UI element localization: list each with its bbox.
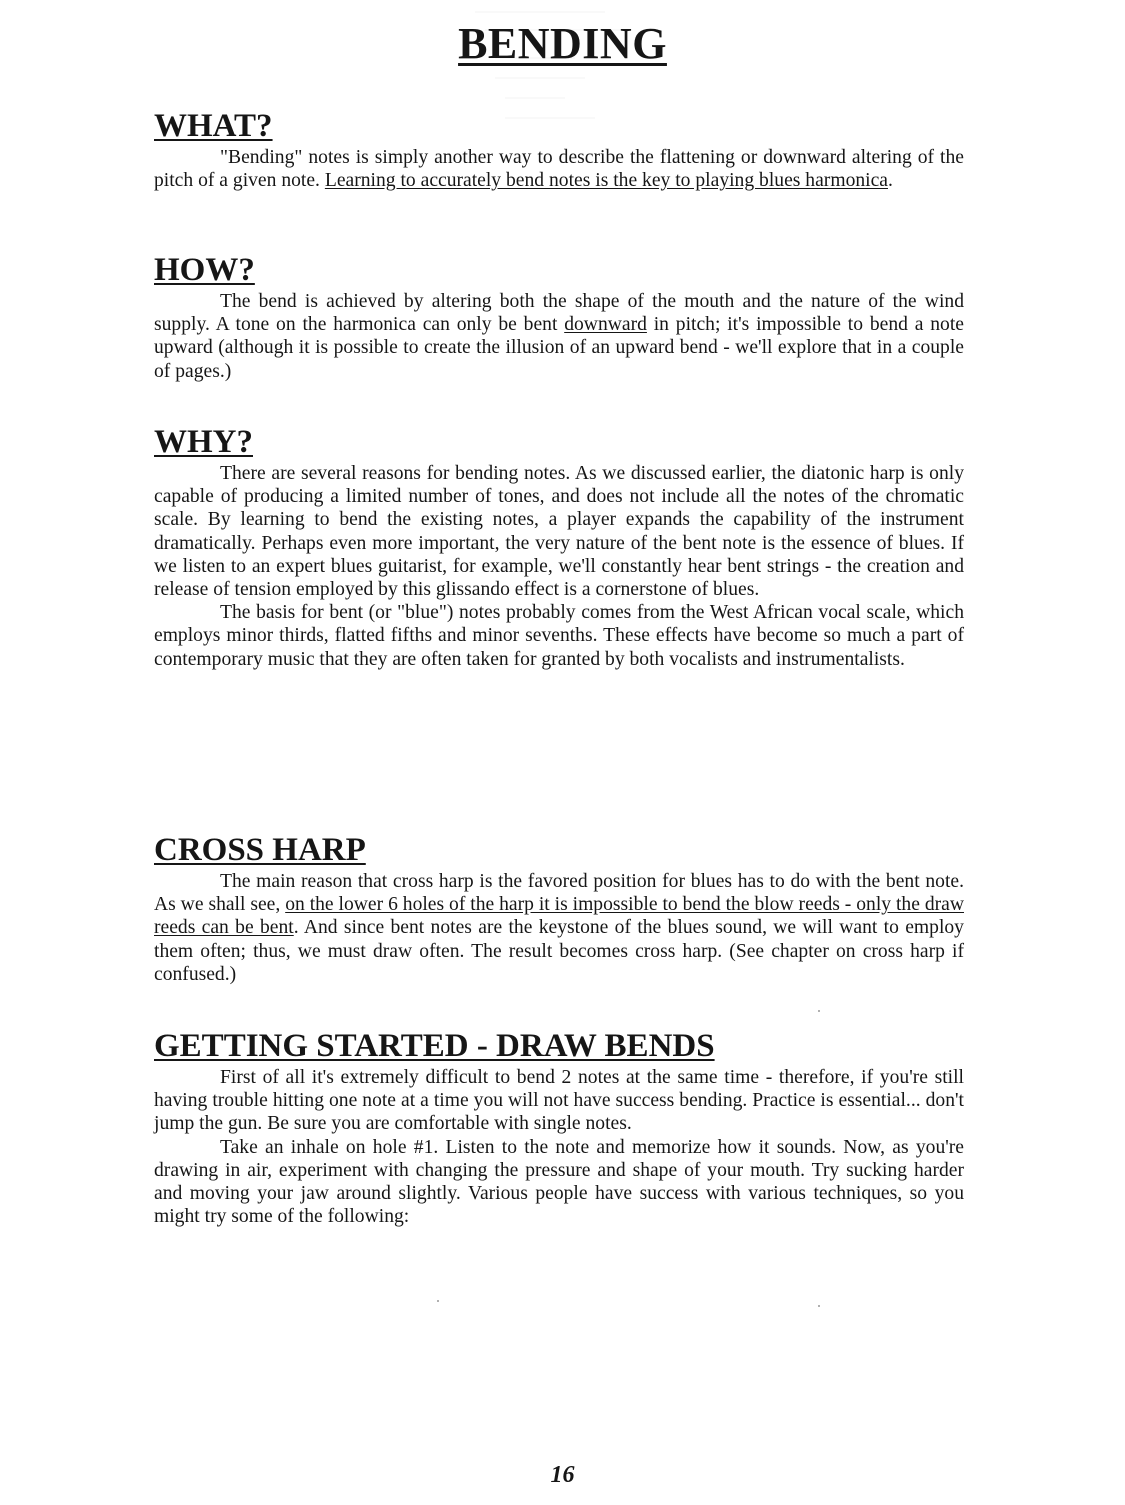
section-why — [154, 422, 964, 671]
section-how — [154, 250, 964, 383]
section-what — [154, 106, 964, 192]
emphasis-underline: downward — [564, 314, 647, 336]
scan-speck — [818, 1010, 820, 1012]
paragraph: The bend is achieved by altering both the shape of the mouth and the nature of the wind supply. A tone on the harmonica can only be bent downward in pitch; it's impossible to bend a note upward (although it is possible to create the illusion of an upward bend - we'll explore that in a couple of pages.) — [154, 291, 964, 382]
section-heading-cross-harp: CROSS HARP — [154, 832, 366, 868]
section-getting-started — [154, 1026, 964, 1228]
paragraph: "Bending" notes is simply another way to describe the flattening or downward altering of the pitch of a given note. Learning to accurately bend notes is the key to playing blues harmonica. — [154, 147, 964, 192]
section-heading-why: WHY? — [154, 424, 253, 460]
paragraph: The basis for bent (or "blue") notes probably comes from the West African vocal scale, which employs minor thirds, flatted fifths and minor sevenths. These effects have become so much a part of contemporary music that they are often taken for granted by both vocalists and instrumentalists. — [154, 602, 964, 670]
section-heading-what: WHAT? — [154, 108, 273, 144]
scan-speck — [818, 1305, 820, 1307]
section-body-what — [154, 146, 964, 192]
section-body-how — [154, 290, 964, 383]
emphasis-underline: on the lower 6 holes of the harp it is impossible to bend the blow reeds - only the draw reeds can be bent — [154, 894, 964, 939]
page-number: 16 — [550, 1462, 575, 1488]
section-body-getting-started — [154, 1066, 964, 1228]
paragraph: Take an inhale on hole #1. Listen to the note and memorize how it sounds. Now, as you're drawing in air, experiment with changing the pressure and shape of your mouth. Try sucking harder and moving your jaw around slightly. Various people have success with various techniques, so you might try some of the following: — [154, 1136, 964, 1228]
section-heading-how: HOW? — [154, 252, 255, 288]
paragraph: First of all it's extremely difficult to bend 2 notes at the same time - therefore, if you're still having trouble hitting one note at a time you will not have success bending. Practice is essential... don't jump the gun. Be sure you are comfortable with single notes. — [154, 1067, 964, 1135]
emphasis-underline: Learning to accurately bend notes is the key to playing blues harmonica — [324, 170, 888, 192]
section-cross-harp — [154, 830, 964, 986]
section-heading-getting-started: GETTING STARTED - DRAW BENDS — [154, 1028, 715, 1064]
page-title: BENDING — [458, 19, 667, 68]
paragraph: The main reason that cross harp is the favored position for blues has to do with the bent note. As we shall see, on the lower 6 holes of the harp it is impossible to bend the blow reeds - only the draw reeds can be bent. And since bent notes are the keystone of the blues sound, we will want to employ them often; thus, we must draw often. The result becomes cross harp. (See chapter on cross harp if confused.) — [154, 871, 964, 985]
paragraph: There are several reasons for bending notes. As we discussed earlier, the diatonic harp is only capable of producing a limited number of tones, and does not include all the notes of the chromatic scale. By learning to bend the existing notes, a player expands the capability of the instrument dramatically. Perhaps even more important, the very nature of the bent note is the essence of blues. If we listen to an expert blues guitarist, for example, we'll constantly hear bent strings - the creation and release of tension employed by this glissando effect is a cornerstone of blues. — [154, 463, 964, 601]
section-body-why — [154, 462, 964, 671]
scan-speck — [437, 1300, 439, 1302]
section-body-cross-harp — [154, 870, 964, 986]
